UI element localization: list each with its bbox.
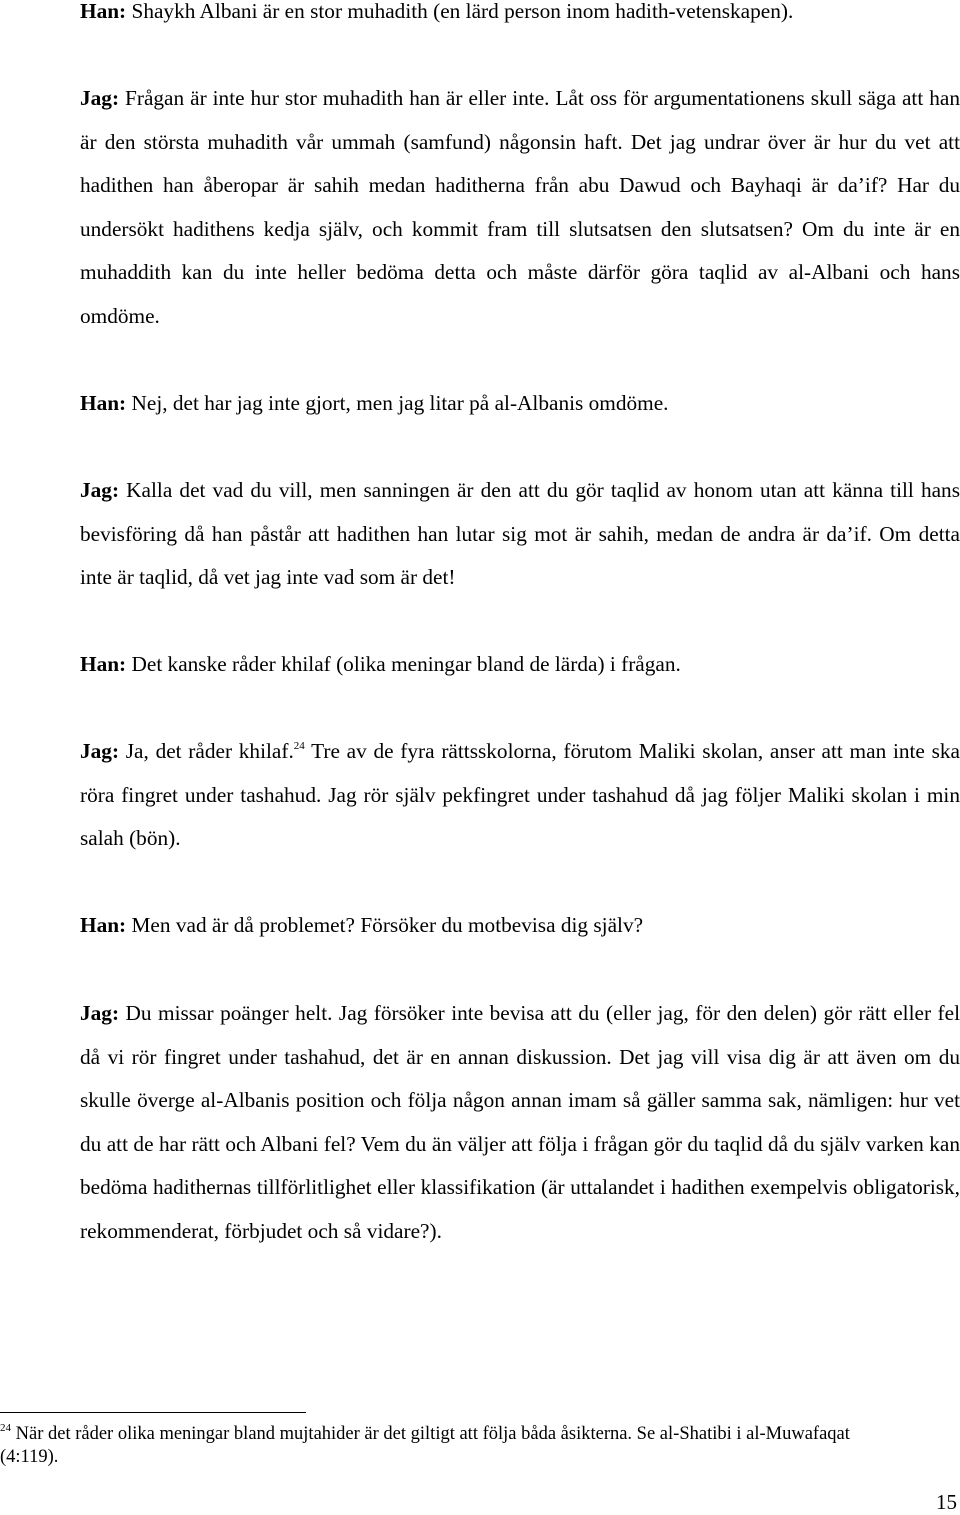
speaker-label: Jag: <box>80 739 120 763</box>
speaker-label: Jag: <box>80 478 120 502</box>
dialogue-text: Men vad är då problemet? Försöker du motbevisa dig själv? <box>126 913 644 937</box>
footnote-text: När det råder olika meningar bland mujtahider är det giltigt att följa båda åsikterna. Se al-Shatibi i al-Muwafaqat (4:119). <box>0 1424 850 1467</box>
dialogue-text: Frågan är inte hur stor muhadith han är eller inte. Låt oss för argumentationens skull säga att han är den största muhadith vår ummah (samfund) någonsin haft. Det jag undrar över är hur du vet att hadithen han åberopar är sahih medan haditherna från abu Dawud och Bayhaqi är da’if? Har du undersökt hadithens kedja själv, och kommit fram till slutsatsen den slutsatsen? Om du inte är en muhaddith kan du inte heller bedöma detta och måste därför göra taqlid av al-Albani och hans omdöme. <box>80 86 960 328</box>
speaker-label: Jag: <box>80 1001 120 1025</box>
speaker-label: Jag: <box>80 86 120 110</box>
dialogue-line <box>80 382 960 426</box>
dialogue-text: Shaykh Albani är en stor muhadith (en lärd person inom hadith-vetenskapen). <box>126 0 794 23</box>
dialogue-text: Du missar poänger helt. Jag försöker inte bevisa att du (eller jag, för den delen) gör rätt eller fel då vi rör fingret under tashahud, det är en annan diskussion. Det jag vill visa dig är att även om du skulle överge al-Albanis position och följa någon annan imam så gäller samma sak, nämligen: hur vet du att de har rätt och Albani fel? Vem du än väljer att följa i frågan gör du taqlid då du själv varken kan bedöma hadithernas tillförlitlighet eller klassifikation (är uttalandet i hadithen exempelvis obligatorisk, rekommenderat, förbjudet och så vidare?). <box>80 1001 960 1243</box>
dialogue-line <box>80 730 960 861</box>
page-number: 15 <box>936 1490 957 1514</box>
dialogue-line <box>80 77 960 338</box>
dialogue-text: Det kanske råder khilaf (olika meningar bland de lärda) i frågan. <box>126 652 681 676</box>
dialogue-text: Ja, det råder khilaf. <box>119 739 294 763</box>
speaker-label: Han: <box>80 0 127 23</box>
speaker-label: Han: <box>80 391 127 415</box>
dialogue-line <box>80 0 960 34</box>
dialogue-line <box>80 992 960 1253</box>
speaker-label: Han: <box>80 652 127 676</box>
speaker-label: Han: <box>80 913 127 937</box>
footnote-reference[interactable]: 24 <box>293 740 305 752</box>
dialogue-text: Kalla det vad du vill, men sanningen är den att du gör taqlid av honom utan att känna till hans bevisföring då han påstår att hadithen han lutar sig mot är sahih, medan de andra är da’if. Om detta inte är taqlid, då vet jag inte vad som är det! <box>80 478 960 589</box>
dialogue-text: Nej, det har jag inte gjort, men jag litar på al-Albanis omdöme. <box>126 391 669 415</box>
dialogue-line <box>80 643 960 687</box>
dialogue-text-continued: Tre av de fyra rättsskolorna, förutom Maliki skolan, anser att man inte ska röra fingret under tashahud. Jag rör själv pekfingret under tashahud då jag följer Maliki skolan i min salah (bön). <box>80 739 960 850</box>
footnote-number: 24 <box>0 1422 11 1434</box>
footnote-separator <box>0 1412 306 1413</box>
footnote <box>0 1423 890 1469</box>
dialogue-line <box>80 469 960 600</box>
dialogue-line <box>80 904 960 948</box>
